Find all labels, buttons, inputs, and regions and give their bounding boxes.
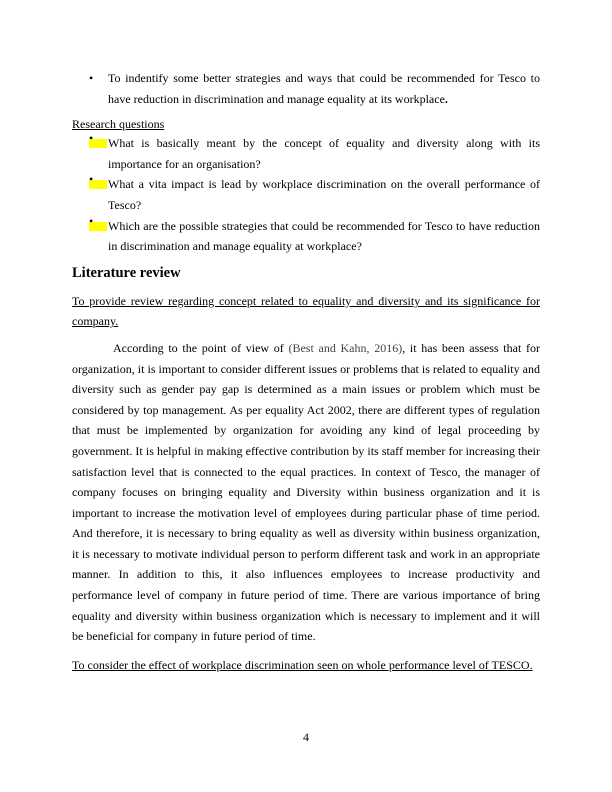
objective-end: . bbox=[444, 91, 448, 106]
page-content bbox=[72, 68, 540, 675]
citation: (Best and Kahn, 2016) bbox=[288, 340, 403, 355]
list-item bbox=[72, 213, 540, 257]
highlighted-bullet-icon: • bbox=[89, 180, 107, 189]
bullet-icon: • bbox=[89, 71, 94, 85]
research-question-2: What a vita impact is lead by workplace discrimination on the overall performance of Tesco? bbox=[108, 177, 540, 212]
list-item bbox=[72, 174, 540, 215]
research-questions-list bbox=[72, 133, 540, 257]
highlighted-bullet-icon: • bbox=[89, 222, 107, 231]
literature-subheading: To provide review regarding concept related to equality and diversity and its significance for company. bbox=[72, 293, 540, 329]
discrimination-subheading: To consider the effect of workplace discrimination seen on whole performance level of TESCO. bbox=[72, 657, 533, 672]
objectives-list bbox=[72, 68, 540, 115]
list-item bbox=[72, 133, 540, 174]
literature-review-heading: Literature review bbox=[72, 264, 181, 281]
research-questions-heading: Research questions bbox=[72, 117, 165, 132]
research-question-1: What is basically meant by the concept of equality and diversity along with its importance for an organisation? bbox=[108, 136, 540, 171]
highlighted-bullet-icon: • bbox=[89, 139, 107, 148]
literature-paragraph: According to the point of view of (Best and Kahn, 2016), it has been assess that for organization, it is important to consider different issues or problems that is related to equality and diversity such as gender pay gap is determined as a main issues or problem which must be considered by top management. As per equality Act 2002, there are different types of regulation that must be implemented by organization for avoiding any kind of legal proceeding by government. It is helpful in making effective contribution by its staff member for increasing their satisfaction level that is connected to the equal practices. In context of Tesco, the manager of company focuses on bringing equality and Diversity within business organization and it is important to increase the motivation level of employees during particular phase of time period. And therefore, it is necessary to bring equality as well as diversity within business organization, it is necessary to motivate individual person to perform different task and work in an appropriate manner. In addition to this, it also influences employees to increase productivity and performance level of company in future period of time. There are various importance of bring equality and diversity within business organization which is necessary to implement and it will be beneficial for company in future period of time. bbox=[72, 340, 540, 644]
list-item bbox=[72, 68, 540, 115]
objective-text: To indentify some better strategies and ways that could be recommended for Tesco to have reduction in discrimination and manage equality at its workplace bbox=[108, 71, 540, 106]
page-number: 4 bbox=[303, 730, 309, 744]
research-question-3: Which are the possible strategies that could be recommended for Tesco to have reduction in discrimination and manage equality at workplace? bbox=[108, 218, 540, 254]
